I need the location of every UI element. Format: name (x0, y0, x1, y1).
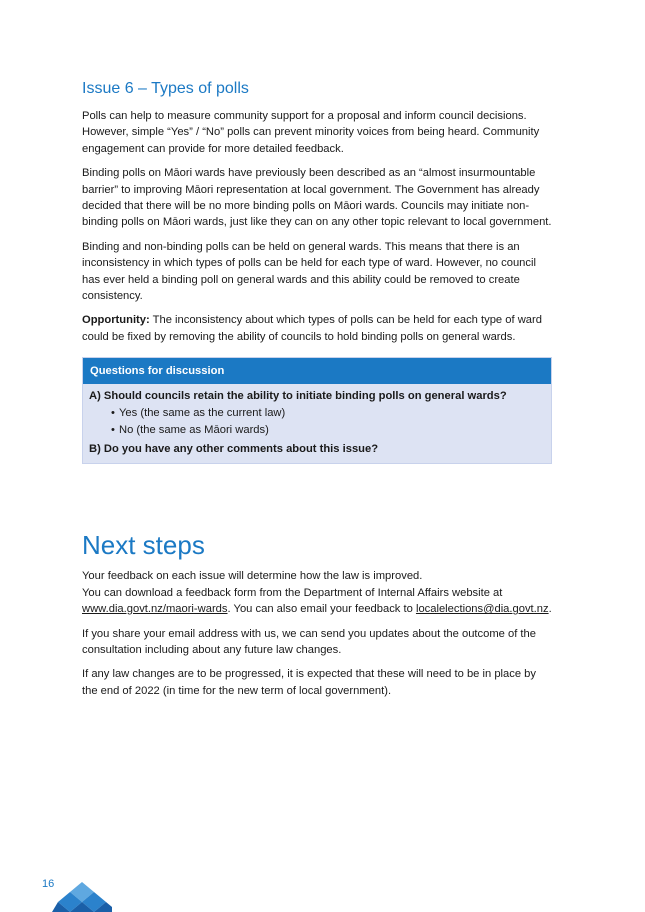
opportunity-paragraph (82, 312, 552, 345)
page-number: 16 (42, 878, 55, 890)
issue-paragraph-2: Binding polls on Māori wards have previously been described as an “almost insurmountable barrier” to improving Māori representation at local government. The Government has already decided that there will be no more binding polls on Māori wards. Councils may initiate non-binding polls on Māori wards, just like they can on any other topic relevant to local government. (82, 167, 552, 229)
opportunity-text: The inconsistency about which types of polls can be held for each type of ward could be fixed by removing the ability of councils to hold binding polls on general wards. (82, 314, 542, 343)
questions-header: Questions for discussion (83, 358, 551, 384)
option-yes: • Yes (the same as the current law) (111, 405, 545, 422)
page-content (82, 78, 552, 707)
dia-website-link[interactable]: www.dia.govt.nz/maori-wards (82, 603, 228, 616)
email-link[interactable]: localelections@dia.govt.nz (415, 603, 549, 616)
questions-body (83, 384, 551, 463)
opportunity-label: Opportunity: (82, 314, 150, 327)
issue-title: Issue 6 – Types of polls (82, 80, 249, 97)
next-steps-paragraph-2: If you share your email address with us, we can send you updates about the outcome of the consultation including about any future law changes. (82, 627, 536, 656)
next-steps-line-1: Your feedback on each issue will determine how the law is improved. (82, 570, 423, 583)
issue-paragraph-1: Polls can help to measure community support for a proposal and inform council decisions. However, simple “Yes” / “No” polls can prevent minority voices from being heard. Community engagement can provide for more detailed feedback. (82, 110, 540, 155)
next-steps-title: Next steps (82, 530, 205, 561)
next-steps-paragraph-3: If any law changes are to be progressed, it is expected that these will need to be in place by the end of 2022 (in time for the new term of local government). (82, 668, 536, 697)
question-a-options (89, 405, 545, 439)
questions-box (82, 357, 552, 464)
next-steps-paragraph-1 (82, 568, 552, 617)
next-steps-mid: . You can also email your feedback to (227, 603, 416, 616)
next-steps-line-2: You can download a feedback form from the Department of Internal Affairs website at (82, 586, 503, 599)
next-steps-end: . (548, 603, 552, 616)
question-b: B) Do you have any other comments about this issue? (89, 443, 379, 456)
dia-logo-icon (52, 880, 112, 912)
question-a: A) Should councils retain the ability to initiate binding polls on general wards? (89, 390, 507, 403)
option-no: • No (the same as Māori wards) (111, 422, 545, 439)
issue-paragraph-3: Binding and non-binding polls can be held on general wards. This means that there is an inconsistency in which types of polls can be held for each type of ward. However, no council has ever held a binding poll on general wards and this ability could be removed to create consistency. (82, 240, 536, 303)
